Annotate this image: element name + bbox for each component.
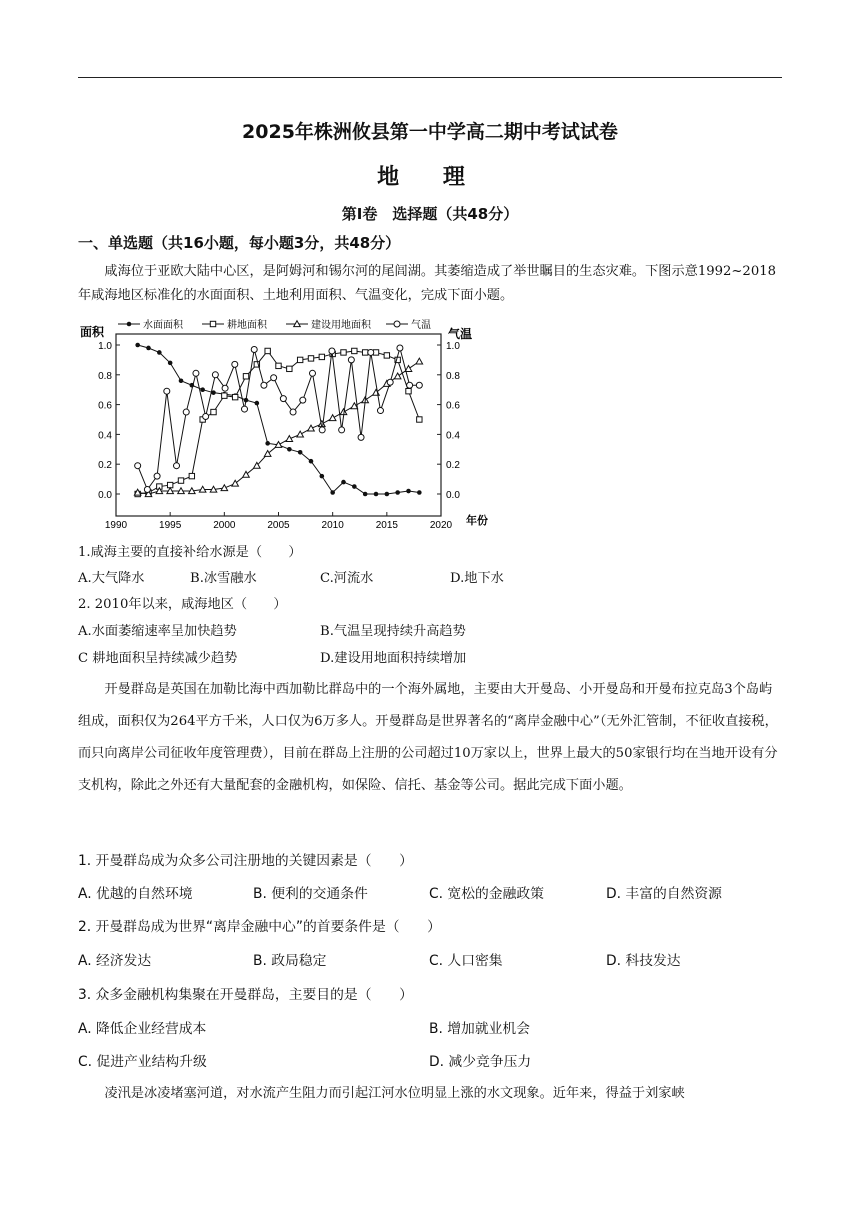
q2b-option-d[interactable]: D. 科技发达 <box>606 953 681 969</box>
part-title: 第Ⅰ卷 选择题（共48分） <box>341 205 519 223</box>
point <box>174 463 180 469</box>
ytick-label-right: 0.0 <box>446 490 460 501</box>
point <box>329 415 336 421</box>
point <box>286 436 293 442</box>
point <box>297 431 304 437</box>
legend-label: 气温 <box>411 320 431 331</box>
q1a-option-c[interactable]: C.河流水 <box>320 571 374 586</box>
point <box>135 343 140 348</box>
point <box>211 409 216 414</box>
point <box>193 370 199 376</box>
ylabel-right: 气温 <box>448 327 473 341</box>
q1a-stem: 1.咸海主要的直接补给水源是（ ） <box>78 545 302 560</box>
point <box>179 378 184 383</box>
point <box>287 366 292 371</box>
point <box>397 345 403 351</box>
point <box>178 478 183 483</box>
point <box>168 361 173 366</box>
point <box>200 387 205 392</box>
q2a-option-b[interactable]: B.气温呈现持续升高趋势 <box>320 624 466 639</box>
q2b-option-a[interactable]: A. 经济发达 <box>78 953 152 969</box>
xtick-label: 2020 <box>429 520 453 531</box>
series-line <box>138 351 420 494</box>
point <box>300 397 306 403</box>
section-heading: 一、单选题（共16小题，每小题3分，共48分） <box>78 234 401 252</box>
xtick-label: 1990 <box>104 520 128 531</box>
q3b-option-d[interactable]: D. 减少竞争压力 <box>429 1054 532 1070</box>
q2b-option-c[interactable]: C. 人口密集 <box>429 953 503 969</box>
ice-flood-passage: 凌汛是冰凌堵塞河道，对水流产生阻力而引起江河水位明显上涨的水文现象。近年来，得益于刘家峡 <box>104 1086 685 1101</box>
ytick-label-left: 0.0 <box>98 490 112 501</box>
point <box>352 348 357 353</box>
point <box>417 490 422 495</box>
point <box>221 485 228 491</box>
plot-frame <box>116 334 441 516</box>
point <box>385 492 390 497</box>
aral-intro: 咸海位于亚欧大陆中心区，是阿姆河和锡尔河的尾闾湖。其萎缩造成了举世瞩目的生态灾难。下图示意1992~2018年咸海地区标准化的水面面积、土地利用面积、气温变化，完成下面小题。 <box>78 264 776 303</box>
q1b-option-c[interactable]: C. 宽松的金融政策 <box>429 886 544 902</box>
point <box>297 357 302 362</box>
point <box>339 427 345 433</box>
xtick-label: 2005 <box>267 520 290 531</box>
point <box>164 388 170 394</box>
point <box>348 357 354 363</box>
point <box>309 459 314 464</box>
point <box>135 463 141 469</box>
point <box>287 447 292 452</box>
series-2 <box>134 358 422 497</box>
q1a-option-d[interactable]: D.地下水 <box>450 571 504 586</box>
point <box>144 487 150 493</box>
ytick-label-left: 0.8 <box>98 370 112 382</box>
point <box>394 321 400 327</box>
point <box>243 374 248 379</box>
ytick-label-right: 0.4 <box>446 430 460 442</box>
q2b-stem: 2. 开曼群岛成为世界“离岸金融中心”的首要条件是（ ） <box>78 919 441 935</box>
series-line <box>138 348 420 490</box>
point <box>416 382 422 388</box>
point <box>232 361 238 367</box>
q1b-stem: 1. 开曼群岛成为众多公司注册地的关键因素是（ ） <box>78 853 413 869</box>
point <box>146 346 151 351</box>
ytick-label-left: 0.6 <box>98 400 112 412</box>
point <box>232 394 237 399</box>
point <box>417 417 422 422</box>
exam-title: 2025年株洲攸县第一中学高二期中考试试卷 <box>242 121 618 143</box>
q2a-option-c[interactable]: C 耕地面积呈持续减少趋势 <box>78 651 238 666</box>
point <box>377 408 383 414</box>
q1a-option-a[interactable]: A.大气降水 <box>78 571 145 586</box>
point <box>374 492 379 497</box>
point <box>280 396 286 402</box>
xlabel: 年份 <box>466 515 488 527</box>
ytick-label-left: 0.4 <box>98 430 112 442</box>
point <box>308 356 313 361</box>
point <box>319 354 324 359</box>
legend-label: 水面面积 <box>143 320 183 331</box>
legend-label: 耕地面积 <box>227 320 267 331</box>
q1a-option-b[interactable]: B.冰雪融水 <box>190 571 257 586</box>
point <box>394 373 401 379</box>
q2b-option-b[interactable]: B. 政局稳定 <box>253 953 327 969</box>
q2a-option-d[interactable]: D.建设用地面积持续增加 <box>320 651 467 666</box>
cayman-passage: 开曼群岛是英国在加勒比海中西加勒比群岛中的一个海外属地，主要由大开曼岛、小开曼岛和开曼布拉克岛3个岛屿组成，面积仅为264平方千米，人口仅为6万多人。开曼群岛是世界著名的“离岸金融中心”（无外汇管制，不征收直接税，而只向离岸公司征收年度管理费），目前在群岛上注册的公司超过10万家以上，世界上最大的50家银行均在当地开设有分支机构，除此之外还有大量配套的金融机构，如保险、信托、基金等公司。据此完成下面小题。 <box>78 682 778 793</box>
point <box>183 409 189 415</box>
point <box>329 348 335 354</box>
ytick-label-right: 0.8 <box>446 370 460 382</box>
q1b-option-d[interactable]: D. 丰富的自然资源 <box>606 886 722 902</box>
point <box>309 370 315 376</box>
point <box>265 348 270 353</box>
point <box>255 401 260 406</box>
aral-chart <box>78 316 498 532</box>
q3b-stem: 3. 众多金融机构集聚在开曼群岛，主要目的是（ ） <box>78 987 413 1003</box>
xtick-label: 2010 <box>321 520 344 531</box>
point <box>368 349 374 355</box>
q3b-option-b[interactable]: B. 增加就业机会 <box>429 1021 531 1037</box>
ytick-label-left: 1.0 <box>98 341 112 352</box>
point <box>290 409 296 415</box>
point <box>363 492 368 497</box>
point <box>251 346 257 352</box>
point <box>358 434 364 440</box>
point <box>406 388 411 393</box>
ytick-label-right: 0.2 <box>446 460 460 472</box>
point <box>320 474 325 479</box>
point <box>261 382 267 388</box>
point <box>362 350 367 355</box>
point <box>330 490 335 495</box>
ytick-label-right: 1.0 <box>446 341 460 352</box>
q2a-stem: 2. 2010年以来，咸海地区（ ） <box>78 597 287 612</box>
series-1 <box>135 348 422 496</box>
xtick-label: 2000 <box>213 520 236 531</box>
point <box>210 321 215 326</box>
point <box>242 406 248 412</box>
q3b-option-a[interactable]: A. 降低企业经营成本 <box>78 1021 207 1037</box>
point <box>154 473 160 479</box>
point <box>189 473 194 478</box>
point <box>222 385 228 391</box>
top-rule <box>78 77 782 78</box>
point <box>407 382 413 388</box>
point <box>406 489 411 494</box>
point <box>298 450 303 455</box>
q1b-option-b[interactable]: B. 便利的交通条件 <box>253 886 368 902</box>
xtick-label: 1995 <box>159 520 182 531</box>
point <box>319 427 325 433</box>
point <box>271 375 277 381</box>
point <box>157 350 162 355</box>
point <box>395 490 400 495</box>
point <box>222 393 227 398</box>
point <box>352 484 357 489</box>
point <box>341 350 346 355</box>
ylabel-left: 面积 <box>80 325 105 339</box>
q1b-option-a[interactable]: A. 优越的自然环境 <box>78 886 193 902</box>
point <box>127 322 132 327</box>
point <box>203 414 209 420</box>
point <box>308 425 315 431</box>
q3b-option-c[interactable]: C. 促进产业结构升级 <box>78 1054 207 1070</box>
point <box>276 363 281 368</box>
ytick-label-right: 0.6 <box>446 400 460 412</box>
point <box>416 358 423 364</box>
point <box>384 353 389 358</box>
point <box>341 480 346 485</box>
legend-label: 建设用地面积 <box>311 320 371 331</box>
q2a-option-a[interactable]: A.水面萎缩速率呈加快趋势 <box>78 624 237 639</box>
xtick-label: 2015 <box>375 520 398 531</box>
chart-legend <box>118 318 431 331</box>
subject-title: 地 理 <box>377 165 483 190</box>
point <box>265 441 270 446</box>
point <box>387 379 393 385</box>
point <box>212 372 218 378</box>
ytick-label-left: 0.2 <box>98 460 112 472</box>
